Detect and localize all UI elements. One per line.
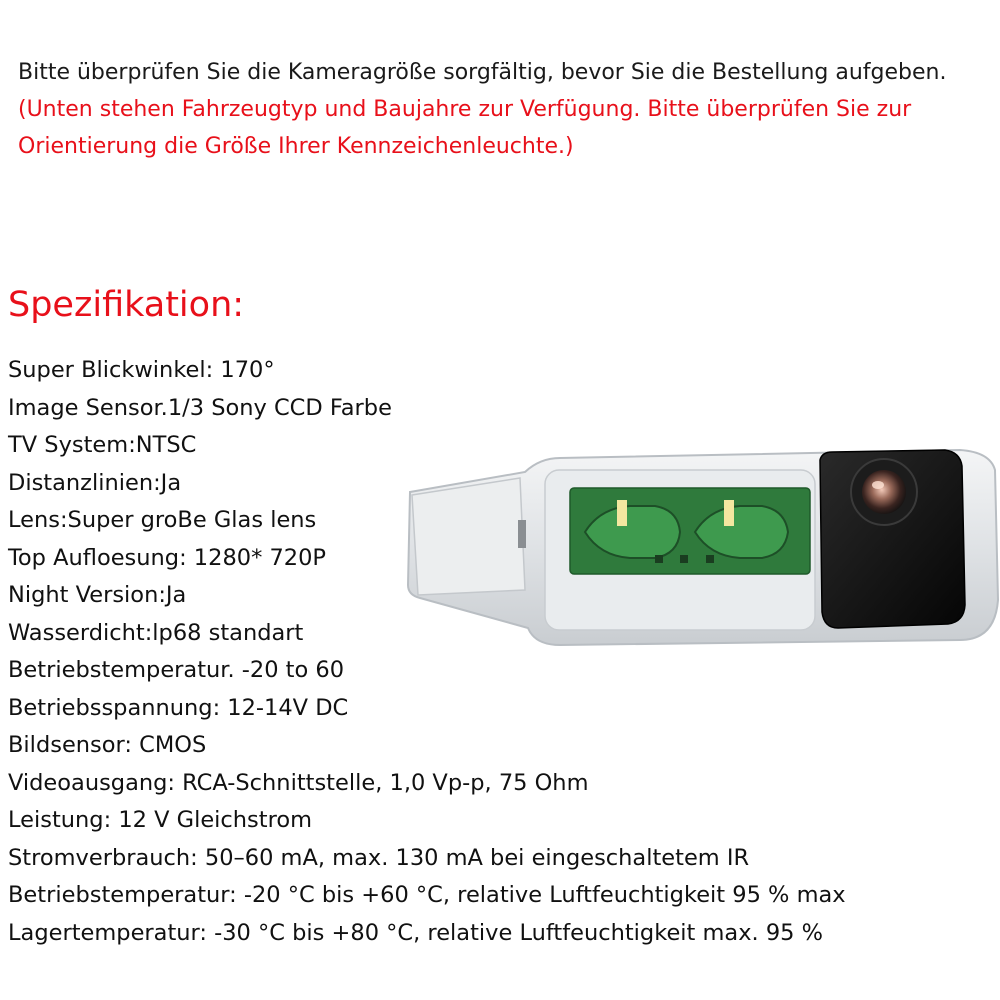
spec-item: Night Version:Ja	[8, 582, 187, 608]
intro-vehicle-note-text: (Unten stehen Fahrzeugtyp und Baujahre zur Verfügung. Bitte überprüfen Sie zur Orientierung die Größe Ihrer Kennzeichenleuchte.)	[18, 97, 912, 159]
spec-item: Image Sensor.1/3 Sony CCD Farbe	[8, 394, 392, 421]
led-circuit-board-shape	[570, 488, 810, 574]
intro-check-size-text: Bitte überprüfen Sie die Kameragröße sorgfältig, bevor Sie die Bestellung aufgeben.	[18, 60, 947, 85]
spec-item: Wasserdicht:lp68 standart	[8, 619, 304, 646]
spec-item: Bildsensor: CMOS	[8, 732, 207, 758]
spec-item: Betriebsspannung: 12-14V DC	[8, 694, 349, 721]
spec-item: Betriebstemperatur. -20 to 60	[8, 657, 345, 683]
spec-item: Super Blickwinkel: 170°	[8, 357, 275, 383]
spec-item: Lens:Super groBe Glas lens	[8, 507, 317, 533]
spec-item: Stromverbrauch: 50–60 mA, max. 130 mA bei eingeschaltetem IR	[8, 844, 750, 871]
spec-item: Betriebstemperatur: -20 °C bis +60 °C, relative Luftfeuchtigkeit 95 % max	[8, 882, 846, 908]
spec-title: Spezifikation:	[8, 285, 245, 325]
spec-item: Videoausgang: RCA-Schnittstelle, 1,0 Vp-p, 75 Ohm	[8, 769, 589, 796]
license-plate-camera-image	[400, 425, 1000, 655]
spec-item: Top Aufloesung: 1280* 720P	[8, 544, 326, 571]
spec-item: Lagertemperatur: -30 °C bis +80 °C, relative Luftfeuchtigkeit max. 95 %	[8, 919, 823, 946]
spec-item: Leistung: 12 V Gleichstrom	[8, 807, 313, 833]
spec-item: TV System:NTSC	[8, 432, 197, 458]
intro-notice	[18, 54, 978, 165]
spec-item: Distanzlinien:Ja	[8, 469, 182, 496]
camera-module-shape	[820, 450, 965, 628]
